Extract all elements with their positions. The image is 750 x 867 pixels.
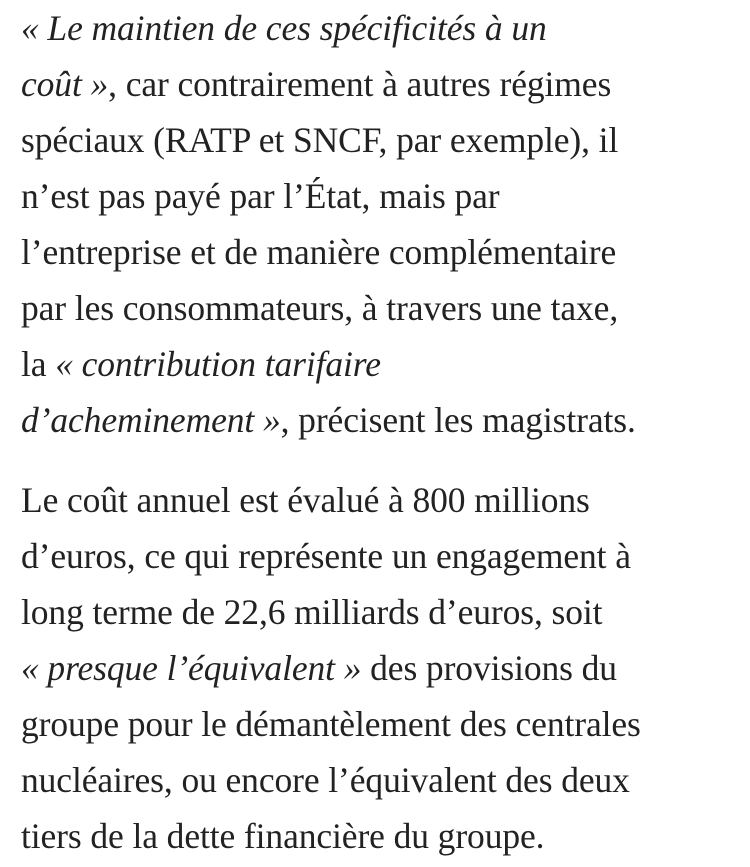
- text-line: [21, 640, 736, 696]
- text: la: [21, 344, 56, 384]
- text-line: n’est pas payé par l’État, mais par: [21, 176, 500, 216]
- quote: coût »: [21, 64, 109, 104]
- text: , car contrairement à autres régimes: [108, 64, 612, 104]
- quote: « contribution tarifaire: [55, 344, 381, 384]
- text-line: long terme de 22,6 milliards d’euros, soit: [21, 592, 603, 632]
- text-line: [21, 392, 736, 448]
- text-line: groupe pour le démantèlement des centrales: [21, 704, 641, 744]
- text-line: par les consommateurs, à travers une taxe,: [21, 288, 619, 328]
- article-body: [21, 0, 736, 864]
- text-line: d’euros, ce qui représente un engagement à: [21, 536, 631, 576]
- quote: « Le maintien de ces spécificités à un: [21, 8, 547, 48]
- text: , précisent les magistrats.: [280, 400, 636, 440]
- text-line: Le coût annuel est évalué à 800 millions: [21, 480, 590, 520]
- text-line: nucléaires, ou encore l’équivalent des deux: [21, 760, 630, 800]
- text-line: [21, 56, 736, 112]
- text: des provisions du: [361, 648, 617, 688]
- quote: « presque l’équivalent »: [21, 648, 362, 688]
- text-line: [21, 336, 736, 392]
- paragraph-1: [21, 0, 736, 448]
- quote: d’acheminement »: [21, 400, 281, 440]
- paragraph-2: [21, 472, 736, 864]
- text-line: tiers de la dette financière du groupe.: [21, 816, 545, 856]
- text-line: spéciaux (RATP et SNCF, par exemple), il: [21, 120, 619, 160]
- text-line: [21, 0, 736, 56]
- text-line: l’entreprise et de manière complémentaire: [21, 232, 617, 272]
